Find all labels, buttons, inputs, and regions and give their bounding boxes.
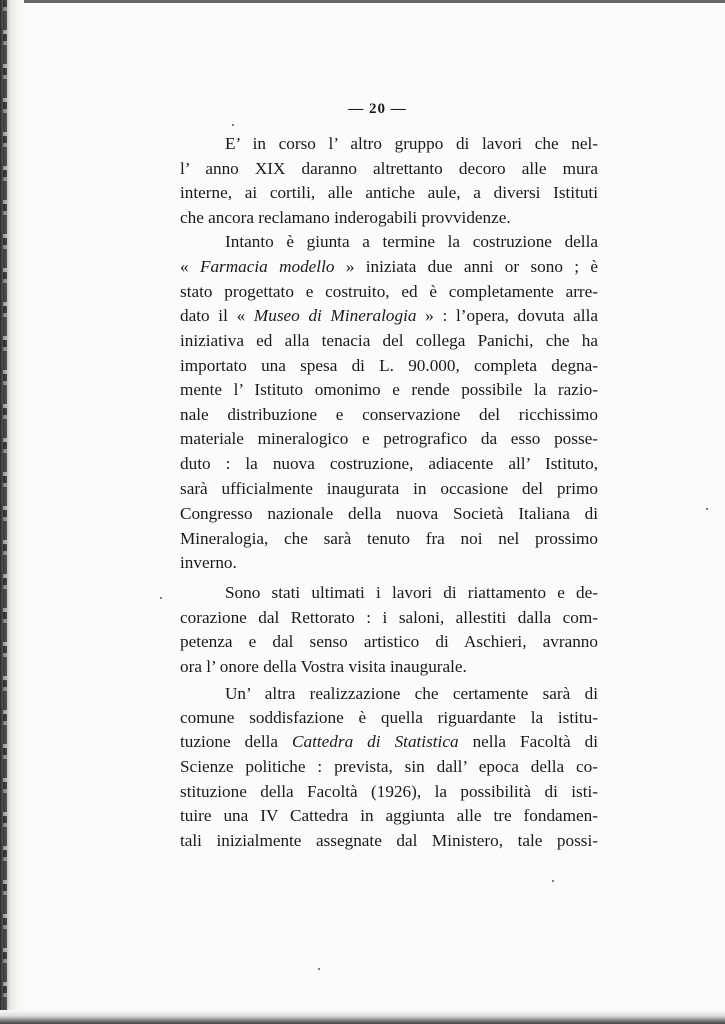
text-segment: E’ in corso l’ altro gruppo di lavori che nel-: [225, 134, 598, 153]
text-segment: » iniziata due anni or sono ; è: [334, 257, 599, 276]
italic-title: Farmacia modello: [199, 257, 335, 276]
text-line: [225, 583, 598, 603]
text-line: [180, 529, 598, 549]
text-line: [225, 232, 598, 252]
text-line: [180, 159, 598, 179]
text-segment: tuzione della: [180, 732, 293, 751]
text-line: [180, 429, 598, 449]
text-line: [180, 732, 598, 752]
text-segment: ora l’ onore della Vostra visita inaugurale.: [180, 657, 467, 676]
scan-bottom-edge: [0, 1010, 725, 1024]
text-line: [180, 183, 598, 203]
text-line: [180, 806, 598, 826]
text-line: [180, 257, 598, 277]
text-segment: iniziativa ed alla tenacia del collega Panichi, che ha: [180, 331, 598, 350]
text-segment: comune soddisfazione è quella riguardante la istitu-: [180, 708, 598, 727]
text-line: [180, 632, 598, 652]
text-line: [180, 454, 598, 474]
text-segment: l’ anno XIX daranno altrettanto decoro alle mura: [180, 159, 598, 178]
text-segment: dato il «: [180, 306, 254, 325]
text-line: [180, 608, 598, 628]
text-line: [180, 479, 598, 499]
text-line: [180, 831, 598, 851]
text-line: [180, 208, 598, 228]
text-segment: che ancora reclamano inderogabili provvidenze.: [180, 208, 511, 227]
text-line: [180, 782, 598, 802]
text-segment: Intanto è giunta a termine la costruzione della: [225, 232, 598, 251]
text-line: [180, 380, 598, 400]
text-line: [180, 356, 598, 376]
text-line: [180, 553, 598, 573]
scan-speck: [160, 597, 162, 599]
page-number: — 20 —: [348, 101, 407, 117]
text-line: [180, 331, 598, 351]
text-segment: sarà ufficialmente inaugurata in occasione del primo: [180, 479, 598, 498]
text-segment: interne, ai cortili, alle antiche aule, a diversi Istituti: [180, 183, 598, 202]
text-segment: importato una spesa di L. 90.000, completa degna-: [180, 356, 598, 375]
text-segment: Scienze politiche : prevista, sin dall’ epoca della co-: [180, 757, 598, 776]
scan-speck: [552, 880, 554, 882]
text-segment: » : l’opera, dovuta alla: [416, 306, 598, 325]
text-segment: duto : la nuova costruzione, adiacente all’ Istituto,: [180, 454, 598, 473]
italic-title: Cattedra di Statistica: [292, 732, 459, 751]
text-line: [180, 504, 598, 524]
text-line: [180, 757, 598, 777]
text-segment: Congresso nazionale della nuova Società Italiana di: [180, 504, 598, 523]
scan-speck: [706, 508, 708, 510]
text-segment: tuire una IV Cattedra in aggiunta alle tre fondamen-: [180, 806, 598, 825]
text-segment: Un’ altra realizzazione che certamente sarà di: [225, 684, 598, 703]
text-segment: corazione dal Rettorato : i saloni, allestiti dalla com-: [180, 608, 598, 627]
text-segment: stato progettato e costruito, ed è completamente arre-: [180, 282, 598, 301]
text-segment: nale distribuzione e conservazione del ricchissimo: [180, 405, 598, 424]
italic-title: Museo di Mineralogia: [253, 306, 417, 325]
text-line: [225, 134, 598, 154]
binding-strip: [3, 0, 7, 1024]
text-line: [180, 657, 598, 677]
text-segment: tali inizialmente assegnate dal Ministero, tale possi-: [180, 831, 598, 850]
text-line: [180, 306, 598, 326]
text-segment: materiale mineralogico e petrografico da esso posse-: [180, 429, 598, 448]
text-segment: stituzione della Facoltà (1926), la possibilità di isti-: [180, 782, 598, 801]
scan-speck: [232, 124, 234, 126]
text-segment: Sono stati ultimati i lavori di riattamento e de-: [225, 583, 598, 602]
text-line: [180, 405, 598, 425]
text-segment: Mineralogia, che sarà tenuto fra noi nel prossimo: [180, 529, 598, 548]
text-line: [180, 282, 598, 302]
text-segment: petenza e dal senso artistico di Aschieri, avranno: [180, 632, 598, 651]
text-segment: nella Facoltà di: [458, 732, 598, 751]
scan-speck: [318, 968, 320, 970]
text-line: [180, 708, 598, 728]
text-segment: inverno.: [180, 553, 237, 572]
text-line: [225, 684, 598, 704]
text-segment: «: [180, 257, 200, 276]
scan-top-edge: [0, 0, 725, 3]
text-segment: mente l’ Istituto omonimo e rende possibile la razio-: [180, 380, 598, 399]
